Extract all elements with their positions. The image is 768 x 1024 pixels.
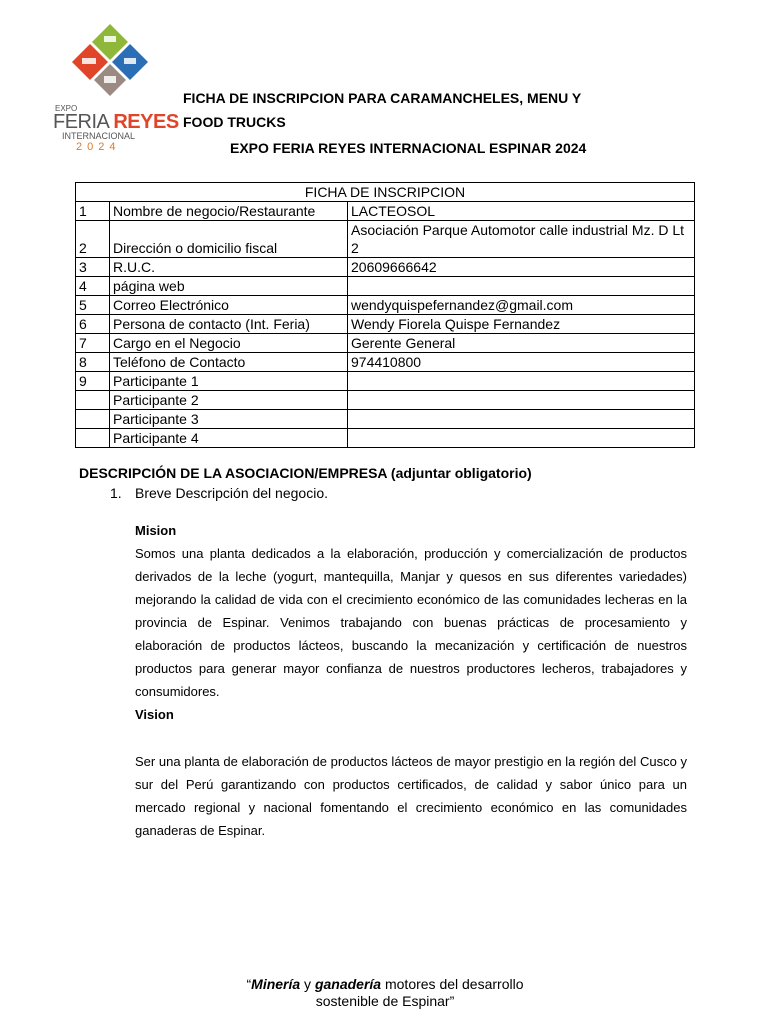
table-row	[76, 258, 695, 277]
table-row	[76, 334, 695, 353]
table-header-row	[76, 183, 695, 202]
table-row	[76, 410, 695, 429]
row-value	[348, 277, 695, 296]
logo-diamonds-icon	[60, 22, 160, 112]
list-item-text: Breve Descripción del negocio.	[135, 485, 328, 501]
vision-heading: Vision	[135, 707, 174, 722]
row-number: 8	[76, 353, 110, 372]
description-list-item	[110, 483, 328, 503]
row-number	[76, 429, 110, 448]
table-row	[76, 315, 695, 334]
table-row	[76, 202, 695, 221]
slogan-word-ganaderia: ganadería	[314, 976, 382, 992]
row-value	[348, 391, 695, 410]
row-value: wendyquispefernandez@gmail.com	[348, 296, 695, 315]
list-item-number: 1.	[110, 485, 122, 501]
row-number	[76, 391, 110, 410]
row-label: Correo Electrónico	[110, 296, 348, 315]
expo-feria-logo	[50, 22, 179, 153]
row-label: página web	[110, 277, 348, 296]
row-label: Dirección o domicilio fiscal	[110, 221, 348, 258]
footer-slogan: “Minería y ganadería motores del desarrollo sostenible de Espinar”	[246, 976, 524, 1009]
document-title-line2: FOOD TRUCKS	[183, 114, 286, 130]
row-number: 4	[76, 277, 110, 296]
row-value	[348, 429, 695, 448]
mision-heading: Mision	[135, 523, 177, 538]
slogan-line2: sostenible de Espinar”	[315, 993, 455, 1009]
row-number: 1	[76, 202, 110, 221]
row-label: Participante 1	[110, 372, 348, 391]
row-number: 5	[76, 296, 110, 315]
table-row	[76, 391, 695, 410]
row-label: Cargo en el Negocio	[110, 334, 348, 353]
registration-form-table	[75, 182, 695, 448]
row-value: 974410800	[348, 353, 695, 372]
slogan-word-mineria: Minería	[251, 976, 301, 992]
row-label: Teléfono de Contacto	[110, 353, 348, 372]
row-label: Participante 3	[110, 410, 348, 429]
vision-paragraph: Ser una planta de elaboración de productos lácteos de mayor prestigio en la región del Cusco y sur del Perú garantizando con productos certificados, de calidad y sabor único para un mercado regional y nacional fomentando el crecimiento económico en las comunidades ganaderas de Espinar.	[135, 754, 687, 838]
row-number: 9	[76, 372, 110, 391]
row-number: 3	[76, 258, 110, 277]
logo-feria-reyes-text: FERIA REYES	[53, 111, 179, 133]
row-value: Asociación Parque Automotor calle industrial Mz. D Lt 2	[348, 221, 695, 258]
row-value: Gerente General	[348, 334, 695, 353]
row-number: 2	[76, 221, 110, 258]
document-title-line1: FICHA DE INSCRIPCION PARA CARAMANCHELES, MENU Y	[183, 90, 582, 106]
row-label: Participante 2	[110, 391, 348, 410]
table-row	[76, 353, 695, 372]
table-row	[76, 429, 695, 448]
form-table-title: FICHA DE INSCRIPCION	[76, 183, 695, 202]
row-value	[348, 410, 695, 429]
row-value	[348, 372, 695, 391]
row-label: Nombre de negocio/Restaurante	[110, 202, 348, 221]
table-row	[76, 372, 695, 391]
row-value: Wendy Fiorela Quispe Fernandez	[348, 315, 695, 334]
table-row	[76, 221, 695, 258]
document-subtitle: EXPO FERIA REYES INTERNACIONAL ESPINAR 2024	[230, 140, 587, 156]
row-number	[76, 410, 110, 429]
description-section-title: DESCRIPCIÓN DE LA ASOCIACION/EMPRESA (adjuntar obligatorio)	[79, 465, 532, 481]
row-number: 6	[76, 315, 110, 334]
table-row	[76, 296, 695, 315]
row-value: 20609666642	[348, 258, 695, 277]
row-value: LACTEOSOL	[348, 202, 695, 221]
logo-expo-text: EXPO	[55, 104, 78, 113]
table-row	[76, 277, 695, 296]
logo-year-text: 2024	[76, 141, 121, 153]
row-label: R.U.C.	[110, 258, 348, 277]
mision-paragraph: Somos una planta dedicados a la elaboración, producción y comercialización de productos derivados de la leche (yogurt, mantequilla, Manjar y quesos en sus diferentes variedades) mejorando la calidad de vida con el crecimiento económico de las comunidades lecheras en la provincia de Espinar. Venimos trabajando con buenas prácticas de procesamiento y elaboración de productos lácteos, buscando la mecanización y certificación de nuestros productos para generar mayor confianza de nuestros productores lecheros, trabajadores y consumidores.	[135, 546, 687, 699]
logo-internacional-text: INTERNACIONAL	[62, 131, 136, 141]
row-number: 7	[76, 334, 110, 353]
row-label: Participante 4	[110, 429, 348, 448]
row-label: Persona de contacto (Int. Feria)	[110, 315, 348, 334]
